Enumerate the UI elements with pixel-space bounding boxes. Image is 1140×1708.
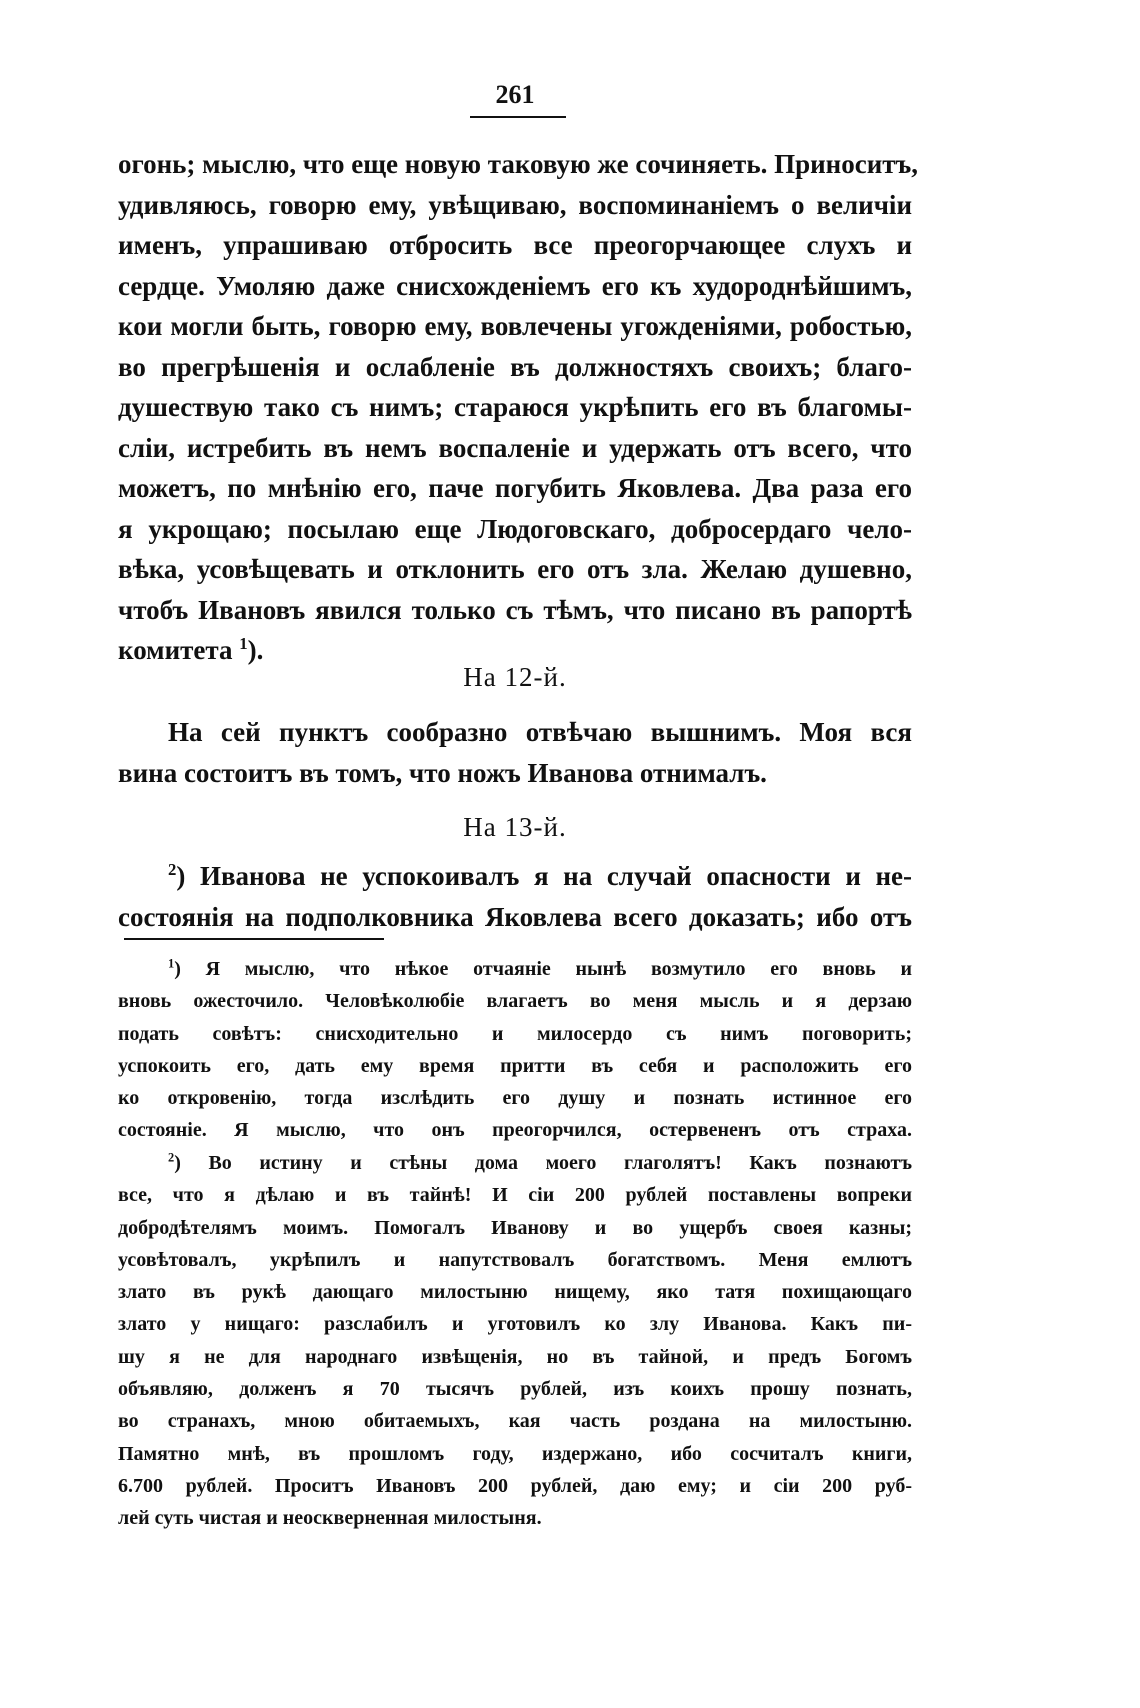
footnote-line: вновь ожесточило. Человѣколюбіе влагаетъ во меня мысль и я дерзаю: [118, 990, 912, 1013]
text-fragment: ) Я мыслю, что нѣкое отчаяніе нынѣ возмутило его вновь и: [174, 958, 912, 980]
paragraph-2: [118, 712, 912, 793]
page-number: 261: [495, 80, 535, 109]
text-fragment: ) Иванова не успокоивалъ я на случай опасности и не-: [176, 861, 912, 891]
page-number-rule: [470, 116, 566, 118]
footnote-line: [118, 953, 912, 985]
footnote-line: ко откровенію, тогда изслѣдить его душу и познать истинное его: [118, 1087, 912, 1110]
text-line: вина состоитъ въ томъ, что ножъ Иванова отнималъ.: [118, 757, 767, 788]
footnote-line: злато въ рукѣ дающаго милостыню нищему, яко татя похищающаго: [118, 1281, 912, 1304]
footnote-line: злато у нищаго: разслабилъ и уготовилъ ко злу Иванова. Какъ пи-: [118, 1313, 912, 1336]
footnote-line: 6.700 рублей. Проситъ Ивановъ 200 рублей, даю ему; и сіи 200 руб-: [118, 1474, 912, 1497]
footnote-line: добродѣтелямъ моимъ. Помогалъ Иванову и во ущербъ своея казны;: [118, 1216, 912, 1239]
text-line: сердце. Умоляю даже снисхожденіемъ его къ худороднѣйшимъ,: [118, 270, 912, 301]
section-heading-12: На 12-й.: [463, 662, 567, 692]
footnote-mark-2: 2: [168, 1150, 175, 1165]
footnote-line: подать совѣтъ: снисходительно и милосердо съ нимъ поговорить;: [118, 1022, 912, 1045]
footnote-2: [118, 1147, 912, 1535]
text-line: удивляюсь, говорю ему, увѣщиваю, воспоминаніемъ о величіи: [118, 189, 912, 220]
text-line: сліи, истребить въ немъ воспаленіе и удержать отъ всего, что: [118, 432, 912, 463]
text-line: именъ, упрашиваю отбросить все преогорчающее слухъ и: [118, 230, 912, 260]
paragraph-3: [118, 856, 912, 937]
footnote-ref-1: 1: [239, 634, 248, 653]
footnote-separator: [124, 938, 384, 940]
paragraph-1: [118, 144, 919, 671]
text-fragment: ).: [247, 635, 264, 665]
footnote-line: все, что я дѣлаю и въ тайнѣ! И сіи 200 рублей поставлены вопреки: [118, 1184, 912, 1207]
text-line: чтобъ Ивановъ явился только съ тѣмъ, что писано въ рапортѣ: [118, 594, 912, 625]
text-line: состоянія на подполковника Яковлева всего доказать; ибо отъ: [118, 901, 912, 932]
footnote-1: [118, 953, 912, 1147]
text-line: вѣка, усовѣщевать и отклонить его отъ зла. Желаю душевно,: [118, 554, 912, 584]
footnote-line: объявляю, долженъ я 70 тысячъ рублей, изъ коихъ прошу познать,: [118, 1378, 912, 1401]
footnote-line: состояніе. Я мыслю, что онъ преогорчился, остервененъ отъ страха.: [118, 1119, 912, 1142]
footnote-line: [118, 1147, 912, 1179]
text-line: я укрощаю; посылаю еще Людоговскаго, добросердаго чело-: [118, 513, 912, 544]
footnote-line: Памятно мнѣ, въ прошломъ году, издержано, ибо сосчиталъ книги,: [118, 1442, 912, 1465]
footnote-line: шу я не для народнаго извѣщенія, но въ тайной, и предъ Богомъ: [118, 1345, 912, 1368]
text-line: [118, 856, 912, 897]
footnote-line: успокоить его, дать ему время притти въ себя и расположить его: [118, 1054, 912, 1077]
footnote-mark-1: 1: [168, 956, 175, 971]
text-line: огонь; мыслю, что еще новую таковую же сочиняеть. Приноситъ,: [118, 149, 919, 179]
footnote-line: усовѣтовалъ, укрѣпилъ и напутствовалъ богатствомъ. Меня емлютъ: [118, 1248, 912, 1271]
footnote-line: во странахъ, мною обитаемыхъ, кая часть роздана на милостыню.: [118, 1410, 912, 1433]
footnote-ref-2: 2: [168, 860, 177, 879]
text-fragment: ) Во истину и стѣны дома моего глаголятъ! Какъ познаютъ: [174, 1152, 912, 1174]
footnote-line: лей суть чистая и неоскверненная милостыня.: [118, 1507, 542, 1530]
text-line: душествую тако съ нимъ; стараюся укрѣпить его въ благомы-: [118, 392, 912, 422]
text-line: можетъ, по мнѣнію его, паче погубить Яковлева. Два раза его: [118, 473, 912, 503]
text-line: во прегрѣшенія и ослабленіе въ должностяхъ своихъ; благо-: [118, 351, 912, 382]
text-fragment: комитета: [118, 635, 233, 665]
text-line: кои могли быть, говорю ему, вовлечены угожденіями, робостью,: [118, 311, 912, 341]
text-line: На сей пунктъ сообразно отвѣчаю вышнимъ. Моя вся: [168, 717, 912, 747]
section-heading-13: На 13-й.: [463, 812, 567, 842]
